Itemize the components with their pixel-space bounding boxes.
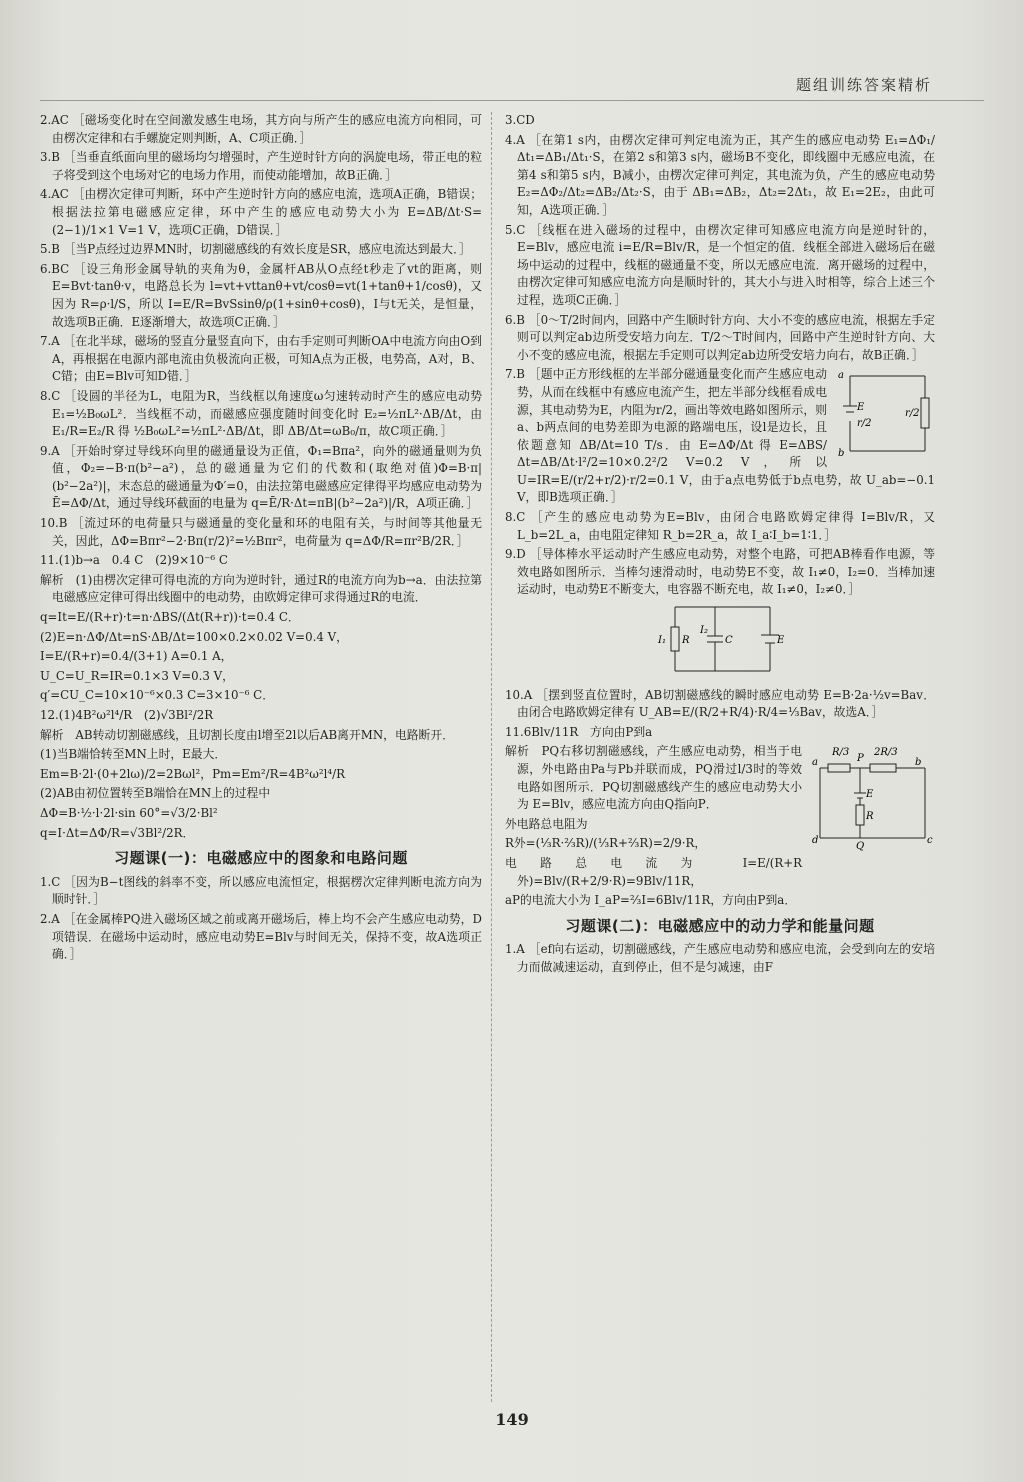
section-title-1: 习题课(一)：电磁感应中的图象和电路问题 [114,849,408,868]
circuit-figure-11 [810,743,935,853]
answer-entry: 8.C ［产生的感应电动势为E=Blv，由闭合电路欧姆定律得 I=Blv/R，又 L_b=2L_a，由电阻定律知 R_b=2R_a，故 I_a∶I_b=1∶1．］ [505,510,935,542]
answer-entry: R外=(⅓R·⅔R)/(⅓R+⅔R)=2/9·R， [505,836,707,851]
answer-entry: 10.A ［摆到竖直位置时，AB切割磁感线的瞬时感应电动势 E=B·2a·½v=Bav．由闭合电路欧姆定律有 U_AB=E/(R/2+R/4)·R/4=⅓Bav，故选A．］ [505,687,935,720]
answer-entry: 4.AC ［由楞次定律可判断，环中产生逆时针方向的感应电流，选项A正确，B错误；根据法拉第电磁感应定律，环中产生的感应电动势大小为 E=ΔB/Δt·S=(2−1)/1×1 V=1 V，选项C正确，D错误．］ [40,187,482,237]
capacitor-label: C [725,635,733,647]
node-label: b [915,757,922,769]
answer-entry: 10.B ［流过环的电荷量只与磁通量的变化量和环的电阻有关，与时间等其他量无关，因此，ΔΦ=Bπr²−2·Bπ(r/2)²=½Bπr²，电荷量为 q=ΔΦ/R=πr²B/2R．］ [40,516,482,548]
answer-entry: 7.A ［在北半球，磁场的竖直分量竖直向下，由右手定则可判断OA中电流方向由O到A，再根据在电源内部电流由负极流向正极，可知A点为正极，电势高，A对，B、C错；由E=Blv可知D错．］ [40,334,482,384]
answer-entry: ΔΦ=B·½·l·2l·sin 60°=√3/2·Bl² [40,805,218,820]
header-rule [40,100,984,101]
resistor-label: 2R/3 [874,747,898,759]
resistor-label: R [682,635,690,647]
current-label: I₁ [658,635,666,647]
answer-entry: 3.CD [505,113,535,127]
node-label: d [812,835,819,847]
answer-entry: 3.B ［当垂直纸面向里的磁场均匀增强时，产生逆时针方向的涡旋电场，带正电的粒子将受到这个电场对它的电场力作用，而使动能增加，故B正确．］ [40,150,482,182]
current-label: I₂ [700,625,708,637]
answer-entry: (2)E=n·ΔΦ/Δt=nS·ΔB/Δt=100×0.2×0.02 V=0.4 V， [40,629,348,644]
left-column [40,112,482,966]
answer-entry: I=E/(R+r)=0.4/(3+1) A=0.1 A， [40,649,233,664]
answer-entry: q′=CU_C=10×10⁻⁶×0.3 C=3×10⁻⁶ C． [40,688,274,703]
resistor-label: R [866,811,874,823]
answer-entry: 1.A ［ef向右运动，切割磁感线，产生感应电动势和感应电流，会受到向左的安培力而做减速运动，直到停止，但不是匀减速，由F [505,942,935,974]
answer-entry: 12.(1)4B²ω²l⁴/R (2)√3Bl²/2R [40,708,214,722]
node-label: Q [856,841,865,853]
right-entries [505,112,935,910]
page-header-title: 题组训练答案精析 [795,76,932,94]
answer-entry: U_C=U_R=IR=0.1×3 V=0.3 V， [40,668,234,683]
node-label: a [838,370,844,382]
column-divider [491,112,492,1402]
answer-entry: 5.B ［当P点经过边界MN时，切割磁感线的有效长度是SR，感应电流达到最大．］ [40,242,471,257]
answer-entry: q=I·Δt=ΔΦ/R=√3Bl²/2R． [40,825,195,840]
answer-entry: 11.6Blv/11R 方向由P到a [505,724,653,739]
answer-entry: q=It=E/(R+r)·t=n·ΔBS/(Δt(R+r))·t=0.4 C． [40,610,300,625]
node-label: c [927,835,933,847]
emf-label: E [857,402,865,414]
resistance-label: r/2 [905,408,920,420]
answer-entry: a b E r/2 r/2 7.B ［题中正方形线框的左半部分磁通量变化而产生感应电动势，从而在线框中有感应电流产生，把左半部分线框看成电源，其电动势为E，内阻为r/2，画出等效电路如图所示，则a、b两点间的电势差即为电源的路端电压，设l是边长，且依题意知 ΔB/Δt=10 T/s．由 E=ΔΦ/Δt 得 E=ΔBS/Δt=ΔB/Δt·l²/2=10×0.2²/2 V=0.2 V，所以 U=IR=E/(r/2+r/2)·r/2=0.1 V，由于a点电势低于b点电势，故 U_ab=−0.1 V，即B选项正确．］ [505,367,935,505]
answer-entry: (2)AB由初位置转至B端恰在MN上的过程中 [40,786,271,801]
circuit-figure-7 [835,366,935,461]
answer-entry: aP的电流大小为 I_aP=⅔I=6Blv/11R，方向由P到a． [505,893,797,908]
answer-entry: 11.(1)b→a 0.4 C (2)9×10⁻⁶ C [40,553,228,568]
answer-entry: R/3 P 2R/3 a b E R d Q c 解析 PQ右移切割磁感线，产生感应电动势，相当于电源，外电路由Pa与Pb并联而成，PQ滑过l/3时的等效电路如图所示．PQ切割磁感线产生的感应电动势大小为 E=Blv，感应电流方向由Q指向P． [505,743,935,813]
node-label: P [857,753,864,765]
answer-entry: 电路总电流为 I=E/(R+R外)=Blv/(R+2/9·R)=9Blv/11R， [505,855,802,888]
answer-entry: 2.A ［在金属棒PQ进入磁场区域之前或离开磁场后，棒上均不会产生感应电动势，D项错误．在磁场中运动时，感应电动势E=Blv与时间无关，保持不变，故A选项正确．］ [40,911,482,962]
answer-entry: 解析 AB转动切割磁感线，且切割长度由l增至2l以后AB离开MN，电路断开． [40,727,454,742]
answer-entry: 9.A ［开始时穿过导线环向里的磁通量设为正值，Φ₁=Bπa²，向外的磁通量则为负值，Φ₂=−B·π(b²−a²)，总的磁通量为它们的代数和(取绝对值)Φ=B·π|(b²−2a²)|，末态总的磁通量为Φ′=0，由法拉第电磁感应定律得平均感应电动势为 Ē=ΔΦ/Δt，通过导线环截面的电量为 q=Ē/R·Δt=πB|(b²−2a²)|/R，A项正确．］ [40,443,482,511]
right-column [505,112,935,979]
section-title-2: 习题课(二)：电磁感应中的动力学和能量问题 [565,916,875,935]
answer-entry: 8.C ［设圆的半径为L，电阻为R，当线框以角速度ω匀速转动时产生的感应电动势 E₁=½B₀ωL²．当线框不动，而磁感应强度随时间变化时 E₂=½πL²·ΔB/Δt，由 E₁/R=E₂/R 得 ½B₀ωL²=½πL²·ΔB/Δt，即 ΔB/Δt=ωB₀/π，故C项正确．］ [40,388,482,439]
figure-wrapper [517,599,935,685]
answer-entry: Em=B·2l·(0+2lω)/2=2Bωl²，Pm=Em²/R=4B²ω²l⁴/R [40,766,345,781]
circuit-figure-9 [655,599,785,679]
answer-entry: (1)当B端恰转至MN上时，E最大． [40,747,227,762]
emf-label: E [866,789,874,801]
answer-entry: 9.D ［导体棒水平运动时产生感应电动势，对整个电路，可把AB棒看作电源，等效电路如图所示．当棒匀速滑动时，电动势E不变，故 I₁≠0，I₂=0．当棒加速运动时，电动势E不断变大，电容器不断充电，故 I₁≠0，I₂≠0．］ I₁ R I₂ C E [505,546,935,684]
page-number: 149 [495,1410,529,1429]
answer-entry: 2.AC ［磁场变化时在空间激发感生电场，其方向与所产生的感应电流方向相同，可由楞次定律和右手螺旋定则判断，A、C项正确．］ [40,113,482,145]
answer-entry: 6.BC ［设三角形金属导轨的夹角为θ，金属杆AB从O点经t秒走了vt的距离，则 E=Bvt·tanθ·v，电路总长为 l=vt+vttanθ+vt/cosθ=vt(1+tanθ+1/cosθ)，又因为 R=ρ·l/S，所以 I=E/R=BvSsinθ/ρ(1+sinθ+cosθ)，I与t无关，是恒量，故选项B正确．E逐渐增大，故选项C正确．］ [40,261,482,329]
left-entries [40,112,482,842]
emf-label: E [777,635,785,647]
answer-entry: 解析 (1)由楞次定律可得电流的方向为逆时针，通过R的电流方向为b→a．由法拉第电磁感应定律可得出线圈中的电动势，由欧姆定律可求得通过R的电流． [40,572,482,605]
section1-entries [40,874,482,964]
node-label: a [812,757,818,769]
resistance-label: r/2 [857,418,872,430]
node-label: b [838,448,845,460]
answer-entry: 6.B ［0～T/2时间内，回路中产生顺时针方向、大小不变的感应电流，根据左手定则可以判定ab边所受安培力向左．T/2～T时间内，回路中产生逆时针方向、大小不变的感应电流，根据左手定则可以判定ab边所受安培力向右，故B正确．］ [505,312,935,362]
answer-entry: 1.C ［因为B−t图线的斜率不变，所以感应电流恒定，根据楞次定律判断电流方向为顺时针．］ [40,874,482,907]
section2-entries [505,941,935,976]
answer-entry: 外电路总电阻为 [505,816,588,831]
answer-entry: 5.C ［线框在进入磁场的过程中，由楞次定律可知感应电流方向是逆时针的，E=Blv，感应电流 i=E/R=Blv/R，是一个恒定的值．线框全部进入磁场后在磁场中运动的过程中，线框的磁通量不变，所以无感应电流．离开磁场的过程中，由楞次定律可知感应电流方向是顺时针的，其大小与进入时相等，综合上述三个过程，选项C正确．］ [505,222,935,307]
answer-entry: 4.A ［在第1 s内，由楞次定律可判定电流为正，其产生的感应电动势 E₁=ΔΦ₁/Δt₁=ΔB₁/Δt₁·S，在第2 s和第3 s内，磁场B不变化，即线圈中无感应电流，在第4 s和第5 s内，B减小，由楞次定律可判定，其电流为负，产生的感应电动势 E₂=ΔΦ₂/Δt₂=ΔB₂/Δt₂·S，由于 ΔB₁=ΔB₂，Δt₂=2Δt₁，故 E₁=2E₂，由此可知，A选项正确．］ [505,132,935,217]
resistor-label: R/3 [832,747,850,759]
